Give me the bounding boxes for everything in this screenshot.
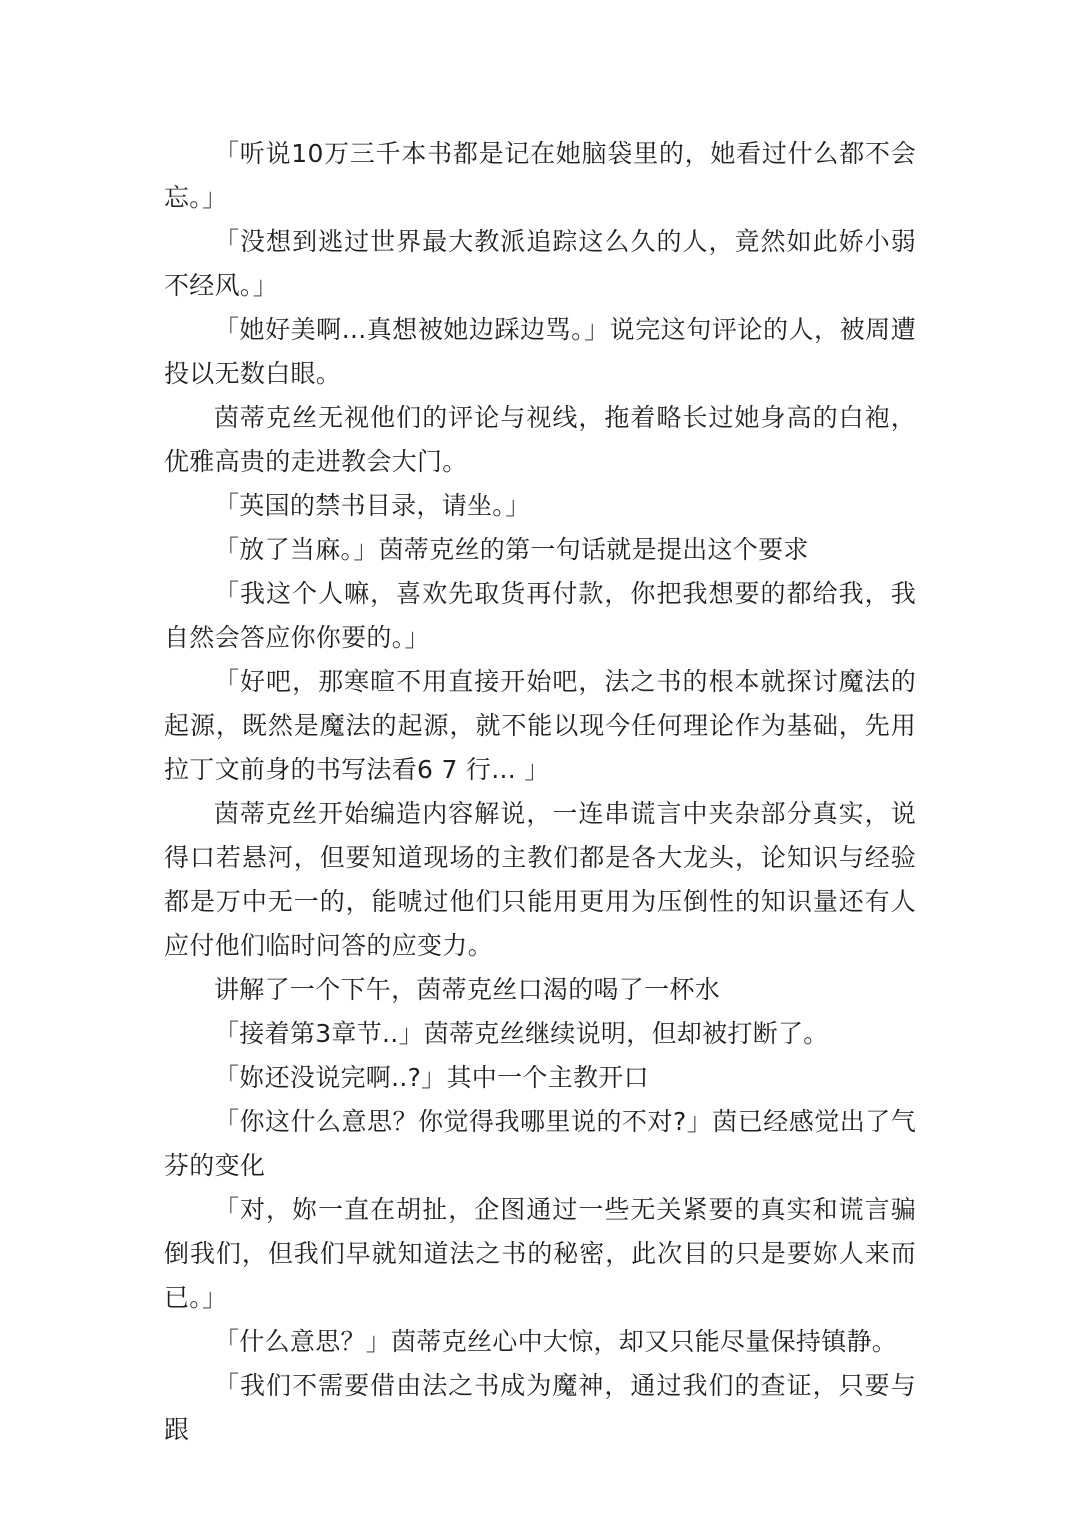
paragraph: 「什么意思？」茵蒂克丝心中大惊，却又只能尽量保持镇静。: [214, 1327, 898, 1356]
paragraph: 「好吧，那寒暄不用直接开始吧，法之书的根本就探讨魔法的起源，既然是魔法的起源，就不能以现今任何理论作为基础，先用拉丁文前身的书写法看6 7 行... 」: [164, 667, 916, 784]
paragraph: 「妳还没说完啊..?」其中一个主教开口: [214, 1063, 649, 1092]
paragraph: 「她好美啊...真想被她边踩边骂。」说完这句评论的人，被周遭投以无数白眼。: [164, 315, 916, 388]
paragraph: 茵蒂克丝开始编造内容解说，一连串谎言中夹杂部分真实，说得口若悬河，但要知道现场的主教们都是各大龙头，论知识与经验都是万中无一的，能唬过他们只能用更用为压倒性的知识量还有人应付他们临时问答的应变力。: [164, 799, 916, 960]
paragraph: 「听说10万三千本书都是记在她脑袋里的，她看过什么都不会忘。」: [164, 139, 916, 212]
paragraph: 「我这个人嘛，喜欢先取货再付款，你把我想要的都给我，我自然会答应你你要的。」: [164, 579, 916, 652]
document-page: [164, 132, 916, 1452]
paragraph: 「英国的禁书目录，请坐。」: [214, 491, 531, 520]
paragraph: 「接着第3章节..」茵蒂克丝继续说明，但却被打断了。: [214, 1019, 829, 1048]
paragraph: 讲解了一个下午，茵蒂克丝口渴的喝了一杯水: [214, 975, 721, 1004]
paragraph: 「我们不需要借由法之书成为魔神，通过我们的查证，只要与跟: [164, 1371, 916, 1444]
paragraph: 「对，妳一直在胡扯，企图通过一些无关紧要的真实和谎言骗倒我们，但我们早就知道法之书的秘密，此次目的只是要妳人来而已。」: [164, 1195, 916, 1312]
paragraph: 茵蒂克丝无视他们的评论与视线，拖着略长过她身高的白袍，优雅高贵的走进教会大门。: [164, 403, 916, 476]
paragraph: 「放了当麻。」茵蒂克丝的第一句话就是提出这个要求: [214, 535, 809, 564]
paragraph: 「没想到逃过世界最大教派追踪这么久的人，竟然如此娇小弱不经风。」: [164, 227, 916, 300]
paragraph: 「你这什么意思？你觉得我哪里说的不对?」茵已经感觉出了气芬的变化: [164, 1107, 916, 1180]
